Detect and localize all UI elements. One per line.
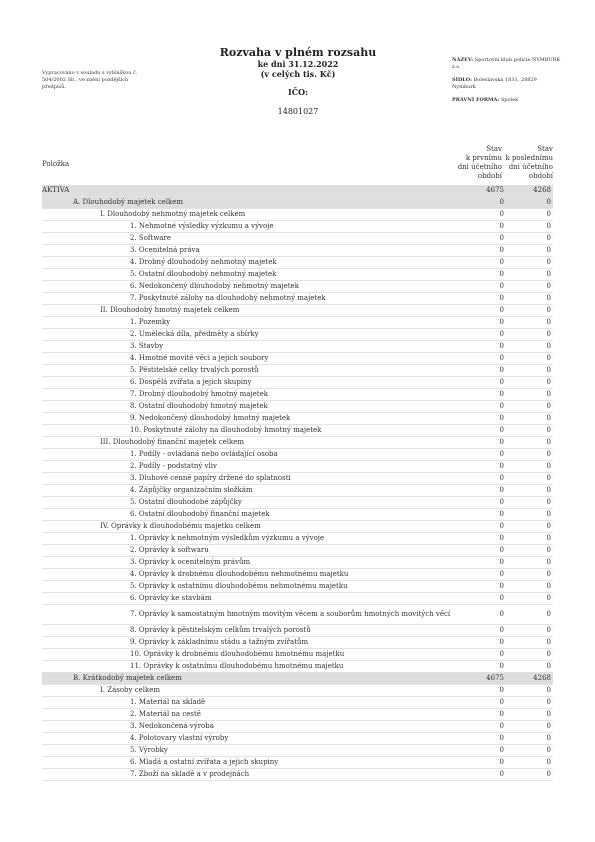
row-value-last-day: 0 [546,234,551,242]
table-row [42,329,553,341]
ico-value: 14801027 [277,107,319,116]
row-value-first-day: 4675 [486,186,504,194]
row-value-first-day: 0 [499,610,504,618]
row-value-first-day: 0 [499,650,504,658]
report-units: (v celých tis. Kč) [260,69,336,79]
table-row [42,605,553,625]
table-row [42,649,553,661]
row-value-first-day: 0 [499,354,504,362]
table-row [42,581,553,593]
row-value-first-day: 0 [499,366,504,374]
table-row [42,365,553,377]
row-value-last-day: 0 [546,522,551,530]
row-label: I. Dlouhodobý nehmotný majetek celkem [100,210,246,218]
row-label: 1. Materiál na skladě [130,698,206,706]
row-value-last-day: 0 [546,378,551,386]
row-value-last-day: 0 [546,534,551,542]
row-label: 8. Ostatní dlouhodobý hmotný majetek [130,402,268,410]
row-label: 2. Podíly - podstatný vliv [130,462,217,470]
table-row [42,637,553,649]
table-row [42,745,553,757]
row-value-first-day: 0 [499,450,504,458]
row-value-last-day: 0 [546,510,551,518]
row-value-first-day: 0 [499,402,504,410]
row-value-first-day: 0 [499,246,504,254]
row-value-last-day: 0 [546,342,551,350]
table-row [42,473,553,485]
table-row [42,709,553,721]
row-value-last-day: 0 [546,746,551,754]
row-value-first-day: 0 [499,510,504,518]
row-value-last-day: 0 [546,686,551,694]
row-value-first-day: 4675 [486,674,504,682]
row-label: 4. Zápůjčky organizačním složkám [130,486,253,494]
table-row [42,521,553,533]
row-label: 5. Ostatní dlouhodobý nehmotný majetek [130,270,277,278]
table-row [42,185,553,197]
row-value-last-day: 4268 [533,674,551,682]
table-row [42,245,553,257]
row-value-last-day: 0 [546,650,551,658]
row-value-first-day: 0 [499,722,504,730]
row-label: 3. Dluhové cenné papíry držené do splatnosti [130,474,291,482]
row-label: 7. Zboží na skladě a v prodejnách [130,770,250,778]
row-label: 3. Stavby [130,342,164,350]
row-value-last-day: 0 [546,662,551,670]
row-label: 2. Umělecká díla, předměty a sbírky [130,330,259,338]
row-value-first-day: 0 [499,282,504,290]
row-label: 8. Oprávky k pěstitelským celkům trvalých porostů [130,626,311,634]
row-value-last-day: 0 [546,722,551,730]
row-value-first-day: 0 [499,414,504,422]
seat-value: Boleslavská 1831, 28829 Nymburk [452,77,537,90]
row-label: 6. Nedokončený dlouhodobý nehmotný majetek [130,282,299,290]
table-row [42,497,553,509]
row-value-last-day: 0 [546,426,551,434]
col2-line: období [528,172,553,180]
row-label: 5. Pěstitelské celky trvalých porostů [130,366,259,374]
row-label: B. Krátkodobý majetek celkem [73,674,182,682]
row-value-first-day: 0 [499,210,504,218]
table-row [42,757,553,769]
table-row [42,593,553,605]
row-value-first-day: 0 [499,198,504,206]
row-label: 1. Nehmotné výsledky výzkumu a vývoje [130,222,274,230]
row-label: 4. Hmotné movité věci a jejich soubory [130,354,269,362]
entity-seat [452,77,562,91]
row-label: 6. Mladá a ostatní zvířata a jejich skupiny [130,758,279,766]
table-row [42,209,553,221]
row-value-first-day: 0 [499,626,504,634]
table-row [42,673,553,685]
row-value-first-day: 0 [499,558,504,566]
row-value-first-day: 0 [499,686,504,694]
table-row [42,461,553,473]
row-value-first-day: 0 [499,734,504,742]
page-title: Rozvaha v plném rozsahu [219,46,377,59]
row-value-first-day: 0 [499,258,504,266]
table-row [42,769,553,781]
row-value-first-day: 0 [499,758,504,766]
row-value-last-day: 0 [546,390,551,398]
row-value-first-day: 0 [499,710,504,718]
row-label: 3. Ocenitelná práva [130,246,200,254]
last-day-column-header [504,145,553,181]
row-value-last-day: 0 [546,474,551,482]
row-value-last-day: 0 [546,438,551,446]
row-value-first-day: 0 [499,546,504,554]
row-value-last-day: 0 [546,486,551,494]
row-value-first-day: 0 [499,698,504,706]
table-row [42,353,553,365]
ico-label: IČO: [287,87,309,97]
row-value-last-day: 0 [546,258,551,266]
table-row [42,389,553,401]
entity-legal-form [452,97,562,104]
row-value-last-day: 4268 [533,186,551,194]
row-label: 2. Materiál na cestě [130,710,201,718]
col2-line: Stav [537,145,553,153]
table-row [42,413,553,425]
col2-line: k poslednímu [505,154,553,162]
row-value-last-day: 0 [546,582,551,590]
row-value-last-day: 0 [546,770,551,778]
row-label: 1. Podíly - ovládaná nebo ovládající osoba [130,450,278,458]
row-label: A. Dlouhodobý majetek celkem [73,198,184,206]
row-value-last-day: 0 [546,282,551,290]
table-row [42,341,553,353]
table-row [42,485,553,497]
table-row [42,293,553,305]
row-value-last-day: 0 [546,246,551,254]
row-label: 4. Polotovary vlastní výroby [130,734,229,742]
table-row [42,233,553,245]
row-value-first-day: 0 [499,462,504,470]
row-value-first-day: 0 [499,570,504,578]
table-row [42,425,553,437]
title-block [198,46,398,117]
table-row [42,721,553,733]
row-value-first-day: 0 [499,270,504,278]
row-value-first-day: 0 [499,222,504,230]
row-value-last-day: 0 [546,354,551,362]
name-label: NÁZEV: [452,57,474,63]
row-value-last-day: 0 [546,306,551,314]
row-label: 3. Nedokončená výroba [130,722,214,730]
row-value-first-day: 0 [499,390,504,398]
row-value-first-day: 0 [499,342,504,350]
row-label: 5. Oprávky k ostatnímu dlouhodobému nehmotnému majetku [130,582,348,590]
row-label: 1. Pozemky [130,318,171,326]
row-value-first-day: 0 [499,746,504,754]
table-row [42,533,553,545]
row-value-last-day: 0 [546,414,551,422]
table-row [42,661,553,673]
report-date: ke dni 31.12.2022 [257,59,339,69]
row-value-first-day: 0 [499,522,504,530]
row-value-last-day: 0 [546,366,551,374]
row-value-first-day: 0 [499,486,504,494]
row-value-first-day: 0 [499,306,504,314]
col1-line: dni účetního [457,163,502,171]
row-value-last-day: 0 [546,210,551,218]
row-label: 6. Oprávky ke stavbám [130,594,212,602]
table-row [42,269,553,281]
table-row [42,221,553,233]
row-label: 11. Oprávky k ostatnímu dlouhodobému hmotnému majetku [130,662,344,670]
row-label: 10. Poskytnuté zálohy na dlouhodobý hmotný majetek [130,426,322,434]
table-row [42,697,553,709]
table-row [42,545,553,557]
row-value-first-day: 0 [499,662,504,670]
row-value-first-day: 0 [499,234,504,242]
row-value-first-day: 0 [499,474,504,482]
row-value-last-day: 0 [546,558,551,566]
row-label: 6. Ostatní dlouhodobý finanční majetek [130,510,270,518]
row-label: 2. Software [130,234,171,242]
row-label: 6. Dospělá zvířata a jejich skupiny [130,378,252,386]
col1-line: k prvnímu [465,154,502,162]
row-value-first-day: 0 [499,378,504,386]
table-row [42,557,553,569]
balance-table [42,185,553,781]
seat-label: SÍDLO: [452,77,473,83]
row-value-last-day: 0 [546,594,551,602]
table-row [42,197,553,209]
row-label: 1. Oprávky k nehmotným výsledkům výzkumu a vývoje [130,534,325,542]
row-value-last-day: 0 [546,610,551,618]
row-value-last-day: 0 [546,462,551,470]
col1-line: Stav [486,145,502,153]
row-label: 3. Oprávky k ocenitelným právům [130,558,251,566]
entity-info [452,57,562,110]
row-label: 7. Drobný dlouhodobý hmotný majetek [130,390,268,398]
row-label: II. Dlouhodobý hmotný majetek celkem [100,306,240,314]
row-label: IV. Oprávky k dlouhodobému majetku celkem [100,522,261,530]
first-day-column-header [448,145,502,181]
row-value-first-day: 0 [499,498,504,506]
table-row [42,401,553,413]
row-value-last-day: 0 [546,450,551,458]
row-label: AKTIVA [42,186,70,194]
row-value-first-day: 0 [499,318,504,326]
row-value-first-day: 0 [499,438,504,446]
row-label: 7. Oprávky k samostatným hmotným movitým věcem a souborům hmotných movitých věcí [130,610,451,618]
row-label: 5. Ostatní dlouhodobé zápůjčky [130,498,242,506]
legal-form-label: PRÁVNÍ FORMA: [452,97,500,103]
row-value-last-day: 0 [546,626,551,634]
legal-form-value: Spolek [500,97,519,103]
row-value-first-day: 0 [499,534,504,542]
row-value-first-day: 0 [499,294,504,302]
table-row [42,305,553,317]
row-value-first-day: 0 [499,770,504,778]
row-value-last-day: 0 [546,498,551,506]
col1-line: období [477,172,502,180]
row-value-first-day: 0 [499,582,504,590]
row-label: III. Dlouhodobý finanční majetek celkem [100,438,245,446]
item-column-header: Položka [42,160,70,168]
row-value-last-day: 0 [546,330,551,338]
row-value-first-day: 0 [499,594,504,602]
row-value-last-day: 0 [546,570,551,578]
row-value-last-day: 0 [546,710,551,718]
table-row [42,569,553,581]
row-value-last-day: 0 [546,402,551,410]
table-row [42,685,553,697]
name-value: Sportovní klub policie NYMBURK z.s. [452,57,561,70]
table-row [42,625,553,637]
row-value-first-day: 0 [499,426,504,434]
table-row [42,733,553,745]
row-value-last-day: 0 [546,546,551,554]
row-value-first-day: 0 [499,330,504,338]
legal-note: Vypracováno v souladu s vyhláškou č. 504/2002 Sb., ve znění pozdějších předpisů. [42,70,138,90]
row-value-first-day: 0 [499,638,504,646]
row-value-last-day: 0 [546,318,551,326]
row-label: 5. Výrobky [130,746,168,754]
row-value-last-day: 0 [546,734,551,742]
row-label: 9. Oprávky k základnímu stádu a tažným zvířatům [130,638,309,646]
entity-name [452,57,562,71]
row-value-last-day: 0 [546,758,551,766]
table-row [42,449,553,461]
table-row [42,317,553,329]
table-row [42,377,553,389]
row-label: 4. Drobný dlouhodobý nehmotný majetek [130,258,277,266]
row-label: 7. Poskytnuté zálohy na dlouhodobý nehmotný majetek [130,294,326,302]
row-value-last-day: 0 [546,294,551,302]
table-row [42,281,553,293]
row-label: I. Zásoby celkem [100,686,161,694]
row-label: 4. Oprávky k drobnému dlouhodobému nehmotnému majetku [130,570,349,578]
row-value-last-day: 0 [546,698,551,706]
row-value-last-day: 0 [546,222,551,230]
row-label: 10. Oprávky k drobnému dlouhodobému hmotnému majetku [130,650,345,658]
table-row [42,509,553,521]
row-value-last-day: 0 [546,270,551,278]
row-label: 2. Oprávky k softwaru [130,546,209,554]
table-row [42,437,553,449]
table-row [42,257,553,269]
col2-line: dni účetního [508,163,553,171]
row-value-last-day: 0 [546,638,551,646]
row-value-last-day: 0 [546,198,551,206]
row-label: 9. Nedokončený dlouhodobý hmotný majetek [130,414,291,422]
